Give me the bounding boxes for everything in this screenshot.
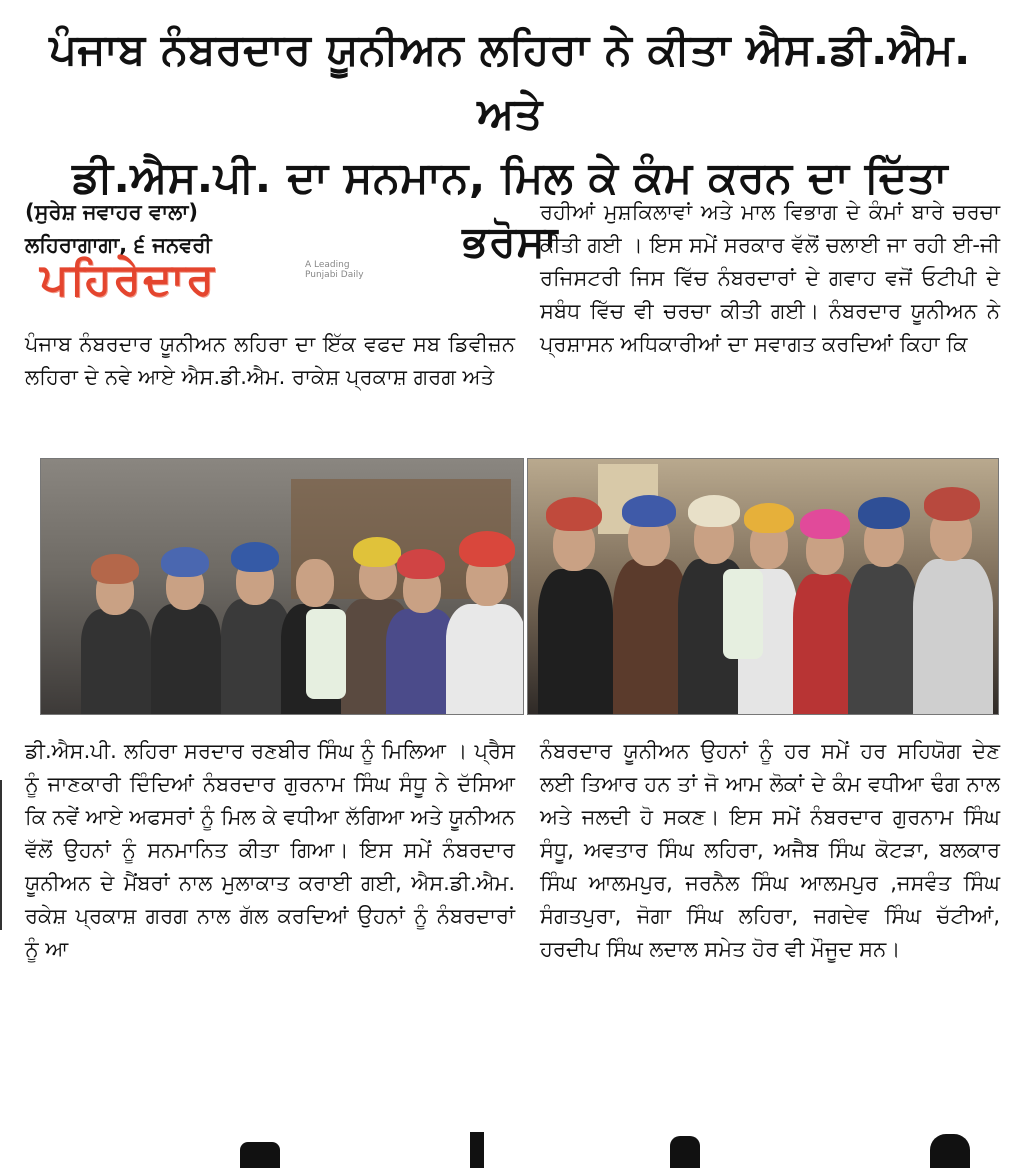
bouquet [723, 569, 763, 659]
article-text-2: ਰਹੀਆਂ ਮੁਸ਼ਕਿਲਾਵਾਂ ਅਤੇ ਮਾਲ ਵਿਭਾਗ ਦੇ ਕੰਮਾਂ ਬਾਰੇ ਚਰਚਾ ਕੀਤੀ ਗਈ । ਇਸ ਸਮੇਂ ਸਰਕਾਰ ਵੱਲੋਂ ਚਲਾਈ ਜਾ ਰਹੀ ਈ-ਜੀ ਰਜਿਸਟਰੀ ਜਿਸ ਵਿੱਚ ਨੰਬਰਦਾਰਾਂ ਦੇ ਗਵਾਹ ਵਜੋਂ ਓਟੀਪੀ ਦੇ ਸਬੰਧ ਵਿੱਚ ਵੀ ਚਰਚਾ ਕੀਤੀ ਗਈ। ਨੰਬਰਦਾਰ ਯੂਨੀਅਨ ਨੇ ਪ੍ਰਸ਼ਾਸਨ ਅਧਿਕਾਰੀਆਂ ਦਾ ਸਵਾਗਤ ਕਰਦਿਆਂ ਕਿਹਾ ਕਿ [540, 200, 1000, 356]
article-column-2-top [540, 196, 1000, 361]
masthead-name: ਪਹਿਰੇਦਾਰ [40, 254, 216, 305]
adjacent-article-edge [1010, 150, 1031, 1170]
masthead-tagline: A Leading Punjabi Daily [305, 260, 364, 280]
article-column-1-bottom [25, 735, 515, 966]
article-column-2-bottom [540, 735, 1000, 966]
next-headline-partial [30, 1128, 990, 1168]
author-byline: (ਸੁਰੇਸ਼ ਜਵਾਹਰ ਵਾਲਾ) [25, 200, 198, 224]
article-text-4: ਨੰਬਰਦਾਰ ਯੂਨੀਅਨ ਉਹਨਾਂ ਨੂੰ ਹਰ ਸਮੇਂ ਹਰ ਸਹਿਯੋਗ ਦੇਣ ਲਈ ਤਿਆਰ ਹਨ ਤਾਂ ਜੋ ਆਮ ਲੋਕਾਂ ਦੇ ਕੰਮ ਵਧੀਆ ਢੰਗ ਨਾਲ ਅਤੇ ਜਲਦੀ ਹੋ ਸਕਣ। ਇਸ ਸਮੇਂ ਨੰਬਰਦਾਰ ਗੁਰਨਾਮ ਸਿੰਘ ਸੰਧੂ, ਅਵਤਾਰ ਸਿੰਘ ਲਹਿਰਾ, ਅਜੈਬ ਸਿੰਘ ਕੋਟੜਾ, ਬਲਕਾਰ ਸਿੰਘ ਆਲਮਪੁਰ, ਜਰਨੈਲ ਸਿੰਘ ਆਲਮਪੁਰ ,ਜਸਵੰਤ ਸਿੰਘ ਸੰਗਤਪੁਰਾ, ਜੋਗਾ ਸਿੰਘ ਲਹਿਰਾ, ਜਗਦੇਵ ਸਿੰਘ ਚੱਟੀਆਂ, ਹਰਦੀਪ ਸਿੰਘ ਲਦਾਲ ਸਮੇਤ ਹੋਰ ਵੀ ਮੌਜੂਦ ਸਨ। [540, 739, 1000, 961]
article-text-3: ਡੀ.ਐਸ.ਪੀ. ਲਹਿਰਾ ਸਰਦਾਰ ਰਣਬੀਰ ਸਿੰਘ ਨੂੰ ਮਿਲਿਆ । ਪ੍ਰੈਸ ਨੂੰ ਜਾਣਕਾਰੀ ਦਿੰਦਿਆਂ ਨੰਬਰਦਾਰ ਗੁਰਨਾਮ ਸਿੰਘ ਸੰਧੂ ਨੇ ਦੱਸਿਆ ਕਿ ਨਵੇਂ ਆਏ ਅਫਸਰਾਂ ਨੂੰ ਮਿਲ ਕੇ ਵਧੀਆ ਲੱਗਿਆ ਅਤੇ ਯੂਨੀਅਨ ਵੱਲੋਂ ਉਹਨਾਂ ਨੂੰ ਸਨਮਾਨਿਤ ਕੀਤਾ ਗਿਆ। ਇਸ ਸਮੇਂ ਨੰਬਰਦਾਰ ਯੂਨੀਅਨ ਦੇ ਮੈਂਬਰਾਂ ਨਾਲ ਮੁਲਾਕਾਤ ਕਰਾਈ ਗਈ, ਐਸ.ਡੀ.ਐਮ. ਰਕੇਸ਼ ਪ੍ਰਕਾਸ਼ ਗਰਗ ਨਾਲ ਗੱਲ ਕਰਦਿਆਂ ਉਹਨਾਂ ਨੂੰ ਨੰਬਰਦਾਰਾਂ ਨੂੰ ਆ [25, 739, 515, 961]
headline-line-1: ਪੰਜਾਬ ਨੰਬਰਦਾਰ ਯੂਨੀਅਨ ਲਹਿਰਾ ਨੇ ਕੀਤਾ ਐਸ.ਡੀ.ਐਮ. ਅਤੇ [49, 25, 971, 139]
bouquet [306, 609, 346, 699]
dateline: ਲਹਿਰਾਗਾਗਾ, ੬ ਜਨਵਰੀ [25, 233, 212, 257]
headline-line-2: ਡੀ.ਐਸ.ਪੀ. ਦਾ ਸਨਮਾਨ, ਮਿਲ ਕੇ ਕੰਮ ਕਰਨ ਦਾ ਦਿੱਤਾ ਭਰੋਸਾ [72, 153, 948, 267]
adjacent-article-edge-left [0, 780, 12, 930]
masthead-logo [40, 256, 370, 304]
article-text-1: ਪੰਜਾਬ ਨੰਬਰਦਾਰ ਯੂਨੀਅਨ ਲਹਿਰਾ ਦਾ ਇੱਕ ਵਫਦ ਸਬ ਡਿਵੀਜ਼ਨ ਲਹਿਰਾ ਦੇ ਨਵੇ ਆਏ ਐਸ.ਡੀ.ਐਮ. ਰਾਕੇਸ਼ ਪ੍ਰਕਾਸ਼ ਗਰਗ ਅਤੇ [25, 332, 515, 389]
news-photo-right [527, 458, 999, 715]
news-photo-left [40, 458, 524, 715]
